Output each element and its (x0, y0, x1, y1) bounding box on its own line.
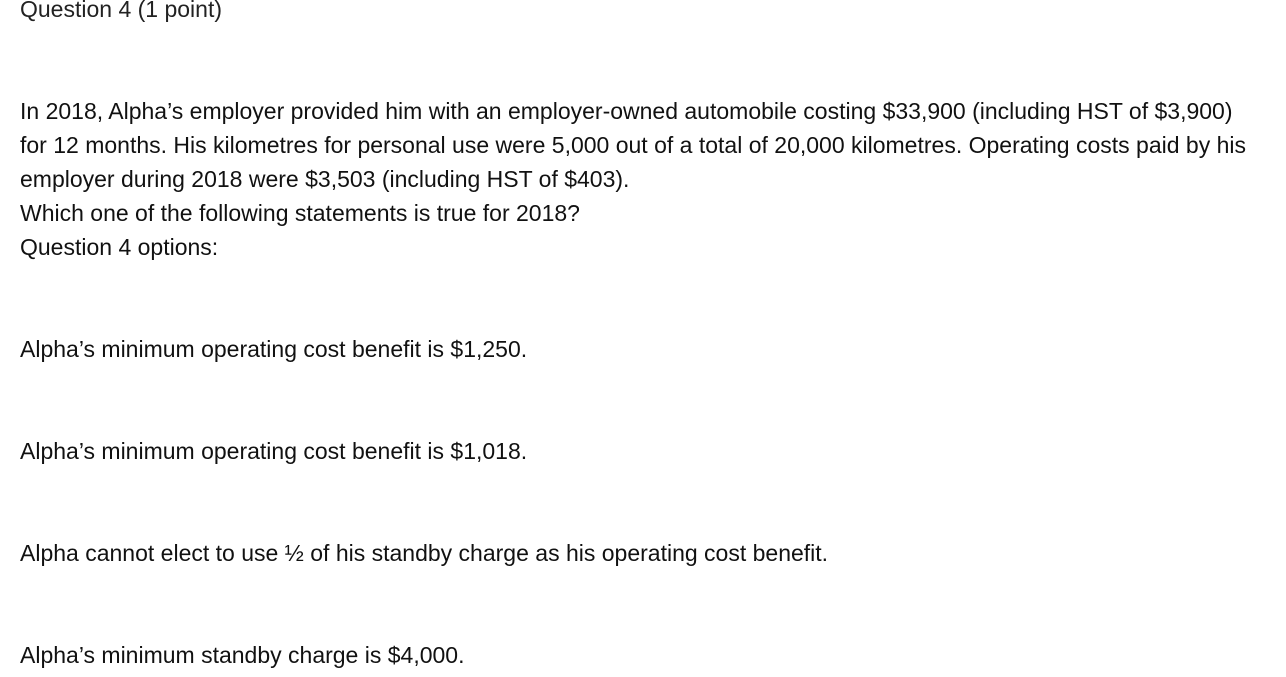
question-body (20, 94, 1250, 264)
answer-option-4[interactable]: Alpha’s minimum standby charge is $4,000. (20, 642, 465, 668)
question-header: Question 4 (1 point) (20, 0, 223, 22)
question-stem: In 2018, Alpha’s employer provided him with an employer-owned automobile costing $33,900 (including HST of $3,900) for 12 months. His kilometres for personal use were 5,000 out of a total of 20,000 kilometres. Operating costs paid by his employer during 2018 were $3,503 (including HST of $403). (20, 98, 1247, 192)
question-prompt: Which one of the following statements is true for 2018? (20, 200, 580, 226)
answer-option-2[interactable]: Alpha’s minimum operating cost benefit is $1,018. (20, 438, 528, 464)
options-label: Question 4 options: (20, 234, 219, 260)
answer-option-3[interactable]: Alpha cannot elect to use ½ of his standby charge as his operating cost benefit. (20, 540, 829, 566)
answer-option-1[interactable]: Alpha’s minimum operating cost benefit is $1,250. (20, 336, 528, 362)
